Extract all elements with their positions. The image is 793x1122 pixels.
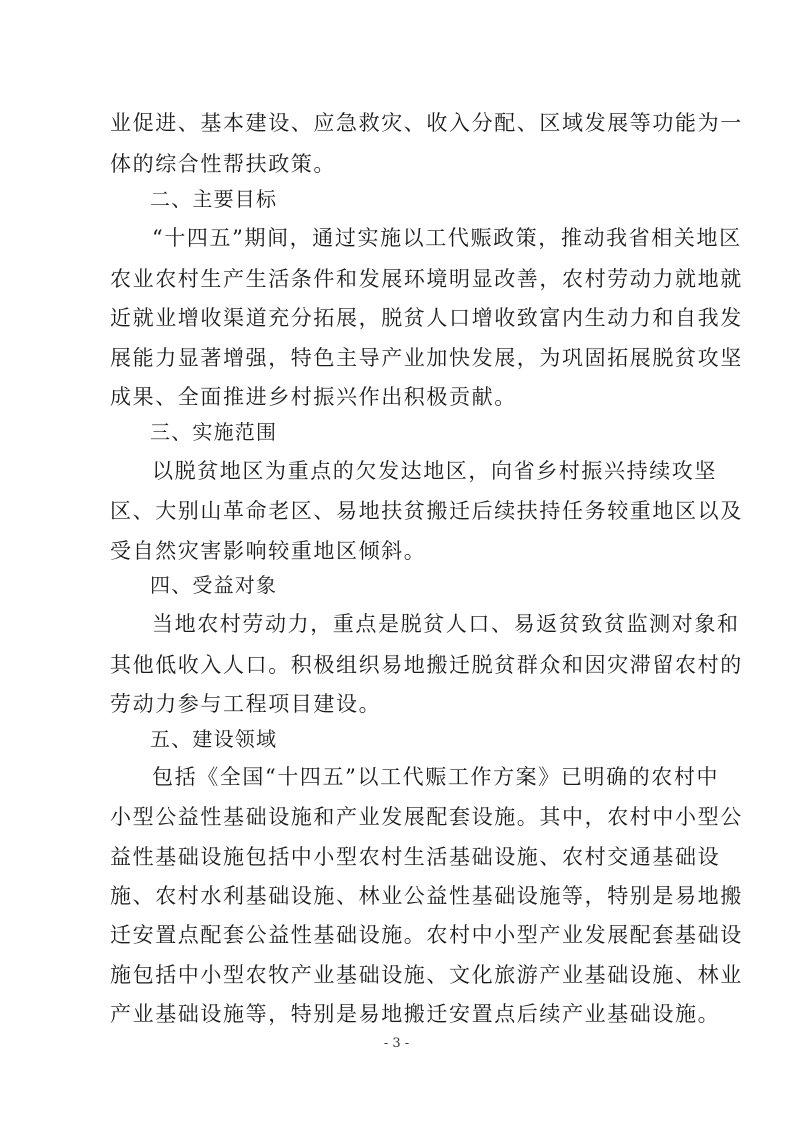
paragraph-line: 业促进、基本建设、应急救灾、收入分配、区域发展等功能为一 [110,111,743,135]
section-heading-construction-fields: 五、建设领域 [150,727,278,751]
paragraph-line: “十四五”期间，通过实施以工代赈政策，推动我省相关地区 [152,226,742,250]
section-heading-goals: 二、主要目标 [150,187,278,211]
paragraph-line: 施包括中小型农牧产业基础设施、文化旅游产业基础设施、林业 [110,963,743,987]
paragraph-line: 体的综合性帮扶政策。 [110,152,336,176]
paragraph-line: 劳动力参与工程项目建设。 [110,692,382,716]
paragraph-line: 迁安置点配套公益性基础设施。农村中小型产业发展配套基础设 [110,923,743,947]
paragraph-line: 施、农村水利基础设施、林业公益性基础设施等，特别是易地搬 [110,884,743,908]
paragraph-line: 产业基础设施等，特别是易地搬迁安置点后续产业基础设施。 [110,1002,721,1026]
paragraph-line: 小型公益性基础设施和产业发展配套设施。其中，农村中小型公 [110,805,743,829]
section-heading-scope: 三、实施范围 [150,420,278,444]
paragraph-line: 农业农村生产生活条件和发展环境明显改善，农村劳动力就地就 [110,267,743,291]
paragraph-line: 展能力显著增强，特色主导产业加快发展，为巩固拓展脱贫攻坚 [110,346,743,370]
page-number: - 3 - [383,1036,410,1051]
paragraph-line: 受自然灾害影响较重地区倾斜。 [110,539,427,563]
section-heading-beneficiaries: 四、受益对象 [150,573,278,597]
paragraph-line: 当地农村劳动力，重点是脱贫人口、易返贫致贫监测对象和 [152,612,740,636]
paragraph-line: 近就业增收渠道充分拓展，脱贫人口增收致富内生动力和自我发 [110,306,743,330]
paragraph-line: 区、大别山革命老区、易地扶贫搬迁后续扶持任务较重地区以及 [110,499,743,523]
paragraph-line: 益性基础设施包括中小型农村生活基础设施、农村交通基础设 [110,845,721,869]
paragraph-line: 成果、全面推进乡村振兴作出积极贡献。 [110,385,517,409]
paragraph-line: 包括《全国“十四五”以工代赈工作方案》已明确的农村中 [152,765,720,789]
paragraph-line: 其他低收入人口。积极组织易地搬迁脱贫群众和因灾滞留农村的 [110,653,743,677]
paragraph-line: 以脱贫地区为重点的欠发达地区，向省乡村振兴持续攻坚 [152,459,717,483]
